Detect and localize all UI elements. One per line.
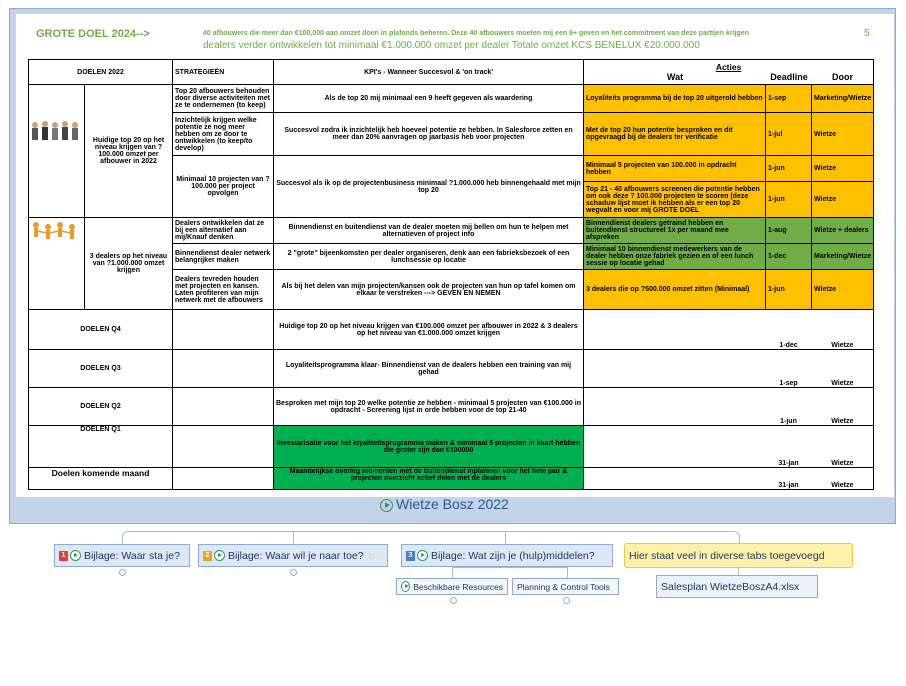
strategy-4: Dealers ontwikkelen dat ze bij een alternatief aan mij/Knauf denken <box>173 218 274 244</box>
action-5-deadline: 1-aug <box>766 218 812 244</box>
node-waar-sta-je[interactable] <box>54 544 190 567</box>
action-2-deadline: 1-jul <box>766 113 812 156</box>
node-planning-control-tools[interactable] <box>512 578 619 595</box>
kpi-5: 2 "grote" bijeenkomsten per dealer organiseren, denk aan een fabrieksbezoek of een lunchsessie op locatie <box>274 244 584 270</box>
people-image-cell-1 <box>29 85 85 218</box>
action-5-wat: Binnendienst dealers getraind hebben en buitendienst structureel 1x per maand mee afspreken <box>584 218 766 244</box>
goal-text-line1: 40 afbouwers die meer dan €100,000 aan omzet doen in plafonds beheren. Deze 40 afbouwers moeten mij een 9+ geven en het commitment van deze partijen krijgen <box>203 30 749 37</box>
action-7-deadline: 1-jun <box>766 270 812 310</box>
month-goal-label: Doelen komende maand <box>29 468 173 490</box>
node-salesplan-file[interactable] <box>656 575 818 598</box>
action-5-door: Wietze + dealers <box>812 218 874 244</box>
play-icon <box>214 550 225 561</box>
action-2-door: Wietze <box>812 113 874 156</box>
expand-handle[interactable] <box>450 597 457 604</box>
connector-file <box>738 567 740 575</box>
quarter-q3-label: DOELEN Q3 <box>29 350 173 388</box>
node-label: Bijlage: Wat zijn je (hulp)middelen? <box>431 549 595 562</box>
header-strategieen: STRATEGIEËN <box>173 60 274 85</box>
action-1-door: Marketing/Wietze <box>812 85 874 113</box>
central-topic-label: Wietze Bosz 2022 <box>396 496 509 512</box>
quarter-q4-kpi: Huidige top 20 op het niveau krijgen van €100.000 omzet per afbouwer in 2022 & 3 dealers op het niveau van €1.000.000 omzet krijgen <box>274 310 584 350</box>
priority-3-icon: 3 <box>406 551 415 561</box>
quarter-q2-wat <box>584 388 766 426</box>
action-6-deadline: 1-dec <box>766 244 812 270</box>
quarter-q1-kpi: Investarisatie voor het loyaliteitsprogramma maken & minimaal 5 projecten in kaart hebben die groter zijn dan €100000 <box>274 426 584 468</box>
quarter-q2-deadline: 1-jun <box>766 388 812 426</box>
file-label: Salesplan WietzeBoszA4.xlsx <box>661 580 800 593</box>
central-topic[interactable] <box>380 496 509 512</box>
action-6-door: Marketing/Wietze <box>812 244 874 270</box>
quarter-q3-strategy <box>173 350 274 388</box>
action-6-wat: Minimaal 10 binnendienst medewerkers van de dealer hebben onze fabriek gezien en of een lunch sessie op locatie gehad <box>584 244 766 270</box>
header-acties <box>584 60 874 85</box>
priority-2-icon: 2 <box>203 551 212 561</box>
quarter-q1-label: DOELEN Q1 <box>29 426 173 468</box>
quarter-q3-door: Wietze <box>812 350 874 388</box>
node-waar-wil-je-naar-toe[interactable] <box>198 544 388 567</box>
quarter-q1-deadline: 31-jan <box>766 426 812 468</box>
expand-handle[interactable] <box>290 569 297 576</box>
sun-icon: ☼ <box>366 549 377 562</box>
goal-label: GROTE DOEL 2024--> <box>36 28 150 40</box>
expand-handle[interactable] <box>119 569 126 576</box>
month-goal-door: Wietze <box>812 468 874 490</box>
action-4-wat: Top 21 - 40 afbouwers screenen die potentie hebben om ook deze ? 100.000 projecten te scoren (deze schaduw lijst moet ik hebben als er een top 20 wegvalt en voor mij GROTE DOEL <box>584 182 766 218</box>
play-icon <box>380 499 393 512</box>
kpi-3: Succesvol als ik op de projectenbusiness minimaal ?1.000.000 heb binnengehaald met mijn top 20 <box>274 156 584 218</box>
expand-handle[interactable] <box>563 597 570 604</box>
goals-table <box>28 59 874 490</box>
page-number: 5 <box>864 28 870 39</box>
month-goal-deadline: 31-jan <box>766 468 812 490</box>
people-image-cell-2 <box>29 218 85 310</box>
header-kpis: KPI's - Wanneer Succesvol & 'on track' <box>274 60 584 85</box>
quarter-q3-deadline: 1-sep <box>766 350 812 388</box>
action-7-wat: 3 dealers die op ?500.000 omzet zitten (Minimaal) <box>584 270 766 310</box>
month-goal-kpi: Maandelijkse overleg momenten met de buitendienst inplannen voor het hele jaar & projecten overzicht actief delen met de dealers <box>274 468 584 490</box>
node-beschikbare-resources[interactable] <box>396 578 508 595</box>
quarter-q4-label: DOELEN Q4 <box>29 310 173 350</box>
quarter-q3-kpi: Loyaliteitsprogramma klaar- Binnendienst van de dealers hebben een training van mij gehad <box>274 350 584 388</box>
goal-text-line2: dealers verder ontwikkelen tot minimaal €1.000.000 omzet per dealer Totale omzet KCS BENELUX €20.000.000 <box>203 40 700 51</box>
quarter-q2-strategy <box>173 388 274 426</box>
kpi-4: Binnendienst en buitendienst van de dealer moeten mij bellen om hun te helpen met alternatieven of project info <box>274 218 584 244</box>
quarter-q1-strategy <box>173 426 274 468</box>
goal-2: 3 dealers op het niveau van ?1.000.000 omzet krijgen <box>85 218 173 310</box>
header-doelen: DOELEN 2022 <box>29 60 173 85</box>
connector-3 <box>505 531 507 545</box>
quarter-q2-label: DOELEN Q2 <box>29 388 173 426</box>
action-1-wat: Loyaliteits programma bij de top 20 uitgerold hebben <box>584 85 766 113</box>
action-7-door: Wietze <box>812 270 874 310</box>
action-3-deadline: 1-jun <box>766 156 812 182</box>
strategy-2: Inzichtelijk krijgen welke potentie ze nog meer hebben om ze door te ontwikkelen (to keep/to develop) <box>173 113 274 156</box>
kpi-6: Als bij het delen van mijn projecten/kansen ook de projecten van hun op tafel komen om elkaar te verstreken ---> GEVEN EN NEMEN <box>274 270 584 310</box>
node-label: Bijlage: Waar wil je naar toe? <box>228 549 364 562</box>
action-4-deadline: 1-jun <box>766 182 812 218</box>
quarter-q1-wat <box>584 426 766 468</box>
quarter-q3-wat <box>584 350 766 388</box>
priority-1-icon: 1 <box>59 551 68 561</box>
header-deadline: Deadline <box>770 72 808 82</box>
quarter-q4-deadline: 1-dec <box>766 310 812 350</box>
connector-sub <box>452 567 568 578</box>
action-3-wat: Minimaal 5 projecten van 100.000 in opdracht hebben <box>584 156 766 182</box>
action-2-wat: Met de top 20 hun potentie besproken en dit opgevraagd bij de dealers ter verificatie <box>584 113 766 156</box>
quarter-q2-door: Wietze <box>812 388 874 426</box>
business-people-icon <box>30 115 84 145</box>
header-wat: Wat <box>666 72 684 82</box>
node-note[interactable] <box>624 543 853 568</box>
play-icon <box>70 550 81 561</box>
action-1-deadline: 1-sep <box>766 85 812 113</box>
node-label: Bijlage: Waar sta je? <box>84 549 180 562</box>
kpi-1: Als de top 20 mij minimaal een 9 heeft gegeven als waardering <box>274 85 584 113</box>
node-hulpmiddelen[interactable] <box>401 544 613 567</box>
quarter-q4-strategy <box>173 310 274 350</box>
goal-1: Huidige top 20 op het niveau krijgen van ?100.000 omzet per afbouwer in 2022 <box>85 85 173 218</box>
header-door: Door <box>832 72 853 82</box>
quarter-q4-door: Wietze <box>812 310 874 350</box>
node-label: Hier staat veel in diverse tabs toegevoegd <box>629 549 825 562</box>
embedded-sheet <box>16 14 894 497</box>
play-icon <box>417 550 428 561</box>
month-goal-strategy <box>173 468 274 490</box>
action-3-door: Wietze <box>812 156 874 182</box>
node-label: Planning & Control Tools <box>517 581 610 592</box>
strategy-6: Dealers tevreden houden met projecten en kansen. Laten profiteren van mijn netwerk met de afbouwers <box>173 270 274 310</box>
node-label: Beschikbare Resources <box>413 581 503 592</box>
strategy-1: Top 20 afbouwers behouden door diverse activiteiten met ze te ondernemen (to keep) <box>173 85 274 113</box>
play-icon <box>401 581 410 592</box>
kpi-2: Succesvol zodra ik inzichtelijk heb hoeveel potentie ze hebben. In Salesforce zetten en meer dan 20% aanvragen op jaarbasis heb voor projecten <box>274 113 584 156</box>
header-acties-label: Acties <box>715 62 742 72</box>
month-goal-wat <box>584 468 766 490</box>
quarter-q4-wat <box>584 310 766 350</box>
strategy-3: Minimaal 10 projecten van ?100.000 per project opvolgen <box>173 156 274 218</box>
connector-2 <box>293 531 295 545</box>
strategy-5: Binnendienst dealer netwerk belangrijker maken <box>173 244 274 270</box>
quarter-q1-door: Wietze <box>812 426 874 468</box>
action-4-door: Wietze <box>812 182 874 218</box>
quarter-q2-kpi: Besproken met mijn top 20 welke potentie ze hebben - minimaal 5 projecten van €100.000 in opdracht - Screening lijst in orde hebben voor de top 21-40 <box>274 388 584 426</box>
chain-people-icon <box>30 219 84 245</box>
